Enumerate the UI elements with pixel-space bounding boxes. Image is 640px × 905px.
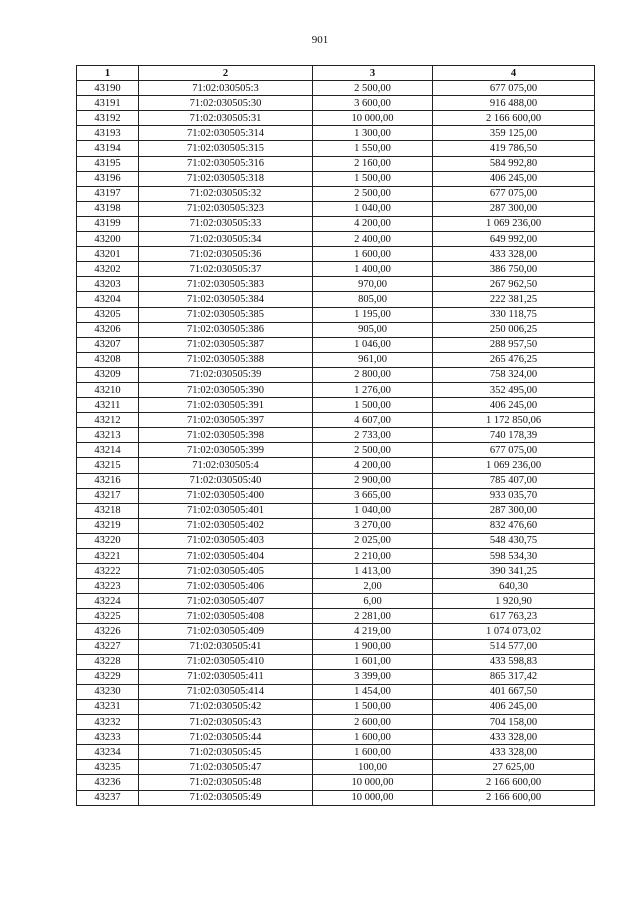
area-cell: 1 600,00 <box>313 730 433 745</box>
row-number-cell: 43220 <box>77 533 139 548</box>
cadastral-number-cell: 71:02:030505:41 <box>139 639 313 654</box>
table-row <box>77 715 595 730</box>
value-cell: 865 317,42 <box>433 669 595 684</box>
row-number-cell: 43235 <box>77 760 139 775</box>
area-cell: 970,00 <box>313 277 433 292</box>
value-cell: 433 328,00 <box>433 745 595 760</box>
table-row <box>77 458 595 473</box>
row-number-cell: 43228 <box>77 654 139 669</box>
row-number-cell: 43229 <box>77 669 139 684</box>
page-number: 901 <box>311 34 329 46</box>
area-cell: 1 300,00 <box>313 126 433 141</box>
row-number-cell: 43214 <box>77 443 139 458</box>
row-number-cell: 43210 <box>77 382 139 397</box>
cadastral-number-cell: 71:02:030505:31 <box>139 111 313 126</box>
table-row <box>77 790 595 805</box>
cadastral-number-cell: 71:02:030505:408 <box>139 609 313 624</box>
table-row <box>77 443 595 458</box>
table-row <box>77 775 595 790</box>
column-header: 2 <box>139 66 313 81</box>
table-row <box>77 654 595 669</box>
value-cell: 1 172 850,06 <box>433 413 595 428</box>
value-cell: 433 328,00 <box>433 730 595 745</box>
row-number-cell: 43205 <box>77 307 139 322</box>
table-row <box>77 533 595 548</box>
cadastral-number-cell: 71:02:030505:314 <box>139 126 313 141</box>
row-number-cell: 43234 <box>77 745 139 760</box>
row-number-cell: 43213 <box>77 428 139 443</box>
cadastral-number-cell: 71:02:030505:30 <box>139 96 313 111</box>
cadastral-number-cell: 71:02:030505:385 <box>139 307 313 322</box>
value-cell: 1 920,90 <box>433 594 595 609</box>
area-cell: 961,00 <box>313 352 433 367</box>
area-cell: 2 500,00 <box>313 81 433 96</box>
table-row <box>77 503 595 518</box>
table-row <box>77 126 595 141</box>
value-cell: 514 577,00 <box>433 639 595 654</box>
value-cell: 785 407,00 <box>433 473 595 488</box>
value-cell: 548 430,75 <box>433 533 595 548</box>
table-row <box>77 96 595 111</box>
area-cell: 1 040,00 <box>313 503 433 518</box>
table-row <box>77 428 595 443</box>
table-row <box>77 684 595 699</box>
cadastral-number-cell: 71:02:030505:391 <box>139 398 313 413</box>
area-cell: 10 000,00 <box>313 790 433 805</box>
area-cell: 100,00 <box>313 760 433 775</box>
table-row <box>77 564 595 579</box>
area-cell: 2 800,00 <box>313 367 433 382</box>
table-row <box>77 624 595 639</box>
area-cell: 2 210,00 <box>313 549 433 564</box>
value-cell: 406 245,00 <box>433 171 595 186</box>
value-cell: 390 341,25 <box>433 564 595 579</box>
table-row <box>77 518 595 533</box>
cadastral-number-cell: 71:02:030505:410 <box>139 654 313 669</box>
table-row <box>77 669 595 684</box>
value-cell: 287 300,00 <box>433 503 595 518</box>
value-cell: 832 476,60 <box>433 518 595 533</box>
cadastral-number-cell: 71:02:030505:404 <box>139 549 313 564</box>
row-number-cell: 43201 <box>77 247 139 262</box>
value-cell: 2 166 600,00 <box>433 775 595 790</box>
cadastral-number-cell: 71:02:030505:318 <box>139 171 313 186</box>
value-cell: 2 166 600,00 <box>433 111 595 126</box>
area-cell: 6,00 <box>313 594 433 609</box>
cadastral-number-cell: 71:02:030505:40 <box>139 473 313 488</box>
value-cell: 27 625,00 <box>433 760 595 775</box>
cadastral-number-cell: 71:02:030505:44 <box>139 730 313 745</box>
cadastral-number-cell: 71:02:030505:390 <box>139 382 313 397</box>
cadastral-number-cell: 71:02:030505:388 <box>139 352 313 367</box>
cadastral-number-cell: 71:02:030505:36 <box>139 247 313 262</box>
area-cell: 3 665,00 <box>313 488 433 503</box>
value-cell: 758 324,00 <box>433 367 595 382</box>
row-number-cell: 43212 <box>77 413 139 428</box>
area-cell: 2 500,00 <box>313 186 433 201</box>
table-row <box>77 549 595 564</box>
area-cell: 1 500,00 <box>313 171 433 186</box>
value-cell: 933 035,70 <box>433 488 595 503</box>
value-cell: 640,30 <box>433 579 595 594</box>
value-cell: 419 786,50 <box>433 141 595 156</box>
area-cell: 4 607,00 <box>313 413 433 428</box>
area-cell: 1 550,00 <box>313 141 433 156</box>
row-number-cell: 43231 <box>77 699 139 714</box>
area-cell: 1 600,00 <box>313 745 433 760</box>
area-cell: 4 219,00 <box>313 624 433 639</box>
area-cell: 2 400,00 <box>313 232 433 247</box>
row-number-cell: 43218 <box>77 503 139 518</box>
cadastral-number-cell: 71:02:030505:34 <box>139 232 313 247</box>
value-cell: 584 992,80 <box>433 156 595 171</box>
value-cell: 359 125,00 <box>433 126 595 141</box>
table-row <box>77 201 595 216</box>
row-number-cell: 43232 <box>77 715 139 730</box>
area-cell: 4 200,00 <box>313 458 433 473</box>
area-cell: 2 025,00 <box>313 533 433 548</box>
area-cell: 1 276,00 <box>313 382 433 397</box>
row-number-cell: 43222 <box>77 564 139 579</box>
table-row <box>77 699 595 714</box>
cadastral-number-cell: 71:02:030505:42 <box>139 699 313 714</box>
table-row <box>77 579 595 594</box>
table-row <box>77 216 595 231</box>
area-cell: 1 900,00 <box>313 639 433 654</box>
area-cell: 905,00 <box>313 322 433 337</box>
column-header: 3 <box>313 66 433 81</box>
row-number-cell: 43208 <box>77 352 139 367</box>
value-cell: 406 245,00 <box>433 398 595 413</box>
table-body <box>77 81 595 806</box>
value-cell: 598 534,30 <box>433 549 595 564</box>
cadastral-number-cell: 71:02:030505:384 <box>139 292 313 307</box>
cadastral-number-cell: 71:02:030505:411 <box>139 669 313 684</box>
value-cell: 433 328,00 <box>433 247 595 262</box>
row-number-cell: 43230 <box>77 684 139 699</box>
value-cell: 267 962,50 <box>433 277 595 292</box>
row-number-cell: 43211 <box>77 398 139 413</box>
area-cell: 1 601,00 <box>313 654 433 669</box>
value-cell: 677 075,00 <box>433 443 595 458</box>
cadastral-number-cell: 71:02:030505:407 <box>139 594 313 609</box>
row-number-cell: 43233 <box>77 730 139 745</box>
table-row <box>77 277 595 292</box>
row-number-cell: 43224 <box>77 594 139 609</box>
value-cell: 401 667,50 <box>433 684 595 699</box>
table-header-row <box>77 66 595 81</box>
data-table <box>76 65 595 806</box>
value-cell: 265 476,25 <box>433 352 595 367</box>
area-cell: 3 399,00 <box>313 669 433 684</box>
area-cell: 1 195,00 <box>313 307 433 322</box>
area-cell: 2 500,00 <box>313 443 433 458</box>
table-row <box>77 156 595 171</box>
cadastral-number-cell: 71:02:030505:43 <box>139 715 313 730</box>
value-cell: 677 075,00 <box>433 186 595 201</box>
cadastral-number-cell: 71:02:030505:3 <box>139 81 313 96</box>
row-number-cell: 43192 <box>77 111 139 126</box>
cadastral-number-cell: 71:02:030505:409 <box>139 624 313 639</box>
row-number-cell: 43203 <box>77 277 139 292</box>
table-row <box>77 352 595 367</box>
row-number-cell: 43197 <box>77 186 139 201</box>
table-row <box>77 292 595 307</box>
area-cell: 1 400,00 <box>313 262 433 277</box>
row-number-cell: 43200 <box>77 232 139 247</box>
area-cell: 1 454,00 <box>313 684 433 699</box>
area-cell: 10 000,00 <box>313 775 433 790</box>
cadastral-number-cell: 71:02:030505:4 <box>139 458 313 473</box>
table-row <box>77 609 595 624</box>
table-row <box>77 337 595 352</box>
value-cell: 677 075,00 <box>433 81 595 96</box>
table-row <box>77 81 595 96</box>
value-cell: 916 488,00 <box>433 96 595 111</box>
area-cell: 2 281,00 <box>313 609 433 624</box>
cadastral-number-cell: 71:02:030505:32 <box>139 186 313 201</box>
table-row <box>77 307 595 322</box>
value-cell: 352 495,00 <box>433 382 595 397</box>
column-header: 1 <box>77 66 139 81</box>
row-number-cell: 43217 <box>77 488 139 503</box>
value-cell: 2 166 600,00 <box>433 790 595 805</box>
value-cell: 287 300,00 <box>433 201 595 216</box>
cadastral-number-cell: 71:02:030505:398 <box>139 428 313 443</box>
row-number-cell: 43202 <box>77 262 139 277</box>
cadastral-number-cell: 71:02:030505:49 <box>139 790 313 805</box>
row-number-cell: 43191 <box>77 96 139 111</box>
value-cell: 617 763,23 <box>433 609 595 624</box>
value-cell: 386 750,00 <box>433 262 595 277</box>
cadastral-number-cell: 71:02:030505:397 <box>139 413 313 428</box>
table-row <box>77 488 595 503</box>
area-cell: 3 600,00 <box>313 96 433 111</box>
value-cell: 704 158,00 <box>433 715 595 730</box>
table-row <box>77 639 595 654</box>
cadastral-number-cell: 71:02:030505:402 <box>139 518 313 533</box>
area-cell: 2 733,00 <box>313 428 433 443</box>
row-number-cell: 43195 <box>77 156 139 171</box>
row-number-cell: 43219 <box>77 518 139 533</box>
area-cell: 1 500,00 <box>313 398 433 413</box>
row-number-cell: 43227 <box>77 639 139 654</box>
table-row <box>77 473 595 488</box>
row-number-cell: 43204 <box>77 292 139 307</box>
cadastral-number-cell: 71:02:030505:406 <box>139 579 313 594</box>
table-row <box>77 232 595 247</box>
cadastral-number-cell: 71:02:030505:47 <box>139 760 313 775</box>
area-cell: 1 500,00 <box>313 699 433 714</box>
value-cell: 330 118,75 <box>433 307 595 322</box>
table-row <box>77 262 595 277</box>
value-cell: 433 598,83 <box>433 654 595 669</box>
value-cell: 649 992,00 <box>433 232 595 247</box>
value-cell: 1 074 073,02 <box>433 624 595 639</box>
table-row <box>77 745 595 760</box>
value-cell: 288 957,50 <box>433 337 595 352</box>
cadastral-number-cell: 71:02:030505:39 <box>139 367 313 382</box>
row-number-cell: 43196 <box>77 171 139 186</box>
table-row <box>77 186 595 201</box>
column-header: 4 <box>433 66 595 81</box>
table-row <box>77 141 595 156</box>
cadastral-number-cell: 71:02:030505:323 <box>139 201 313 216</box>
cadastral-number-cell: 71:02:030505:401 <box>139 503 313 518</box>
row-number-cell: 43226 <box>77 624 139 639</box>
row-number-cell: 43209 <box>77 367 139 382</box>
table-row <box>77 594 595 609</box>
cadastral-number-cell: 71:02:030505:37 <box>139 262 313 277</box>
cadastral-number-cell: 71:02:030505:315 <box>139 141 313 156</box>
area-cell: 2 600,00 <box>313 715 433 730</box>
cadastral-number-cell: 71:02:030505:48 <box>139 775 313 790</box>
area-cell: 2 160,00 <box>313 156 433 171</box>
area-cell: 2 900,00 <box>313 473 433 488</box>
row-number-cell: 43225 <box>77 609 139 624</box>
cadastral-number-cell: 71:02:030505:383 <box>139 277 313 292</box>
area-cell: 4 200,00 <box>313 216 433 231</box>
area-cell: 1 413,00 <box>313 564 433 579</box>
table-row <box>77 171 595 186</box>
area-cell: 805,00 <box>313 292 433 307</box>
area-cell: 10 000,00 <box>313 111 433 126</box>
row-number-cell: 43194 <box>77 141 139 156</box>
table-row <box>77 760 595 775</box>
row-number-cell: 43236 <box>77 775 139 790</box>
row-number-cell: 43237 <box>77 790 139 805</box>
row-number-cell: 43215 <box>77 458 139 473</box>
row-number-cell: 43190 <box>77 81 139 96</box>
table-row <box>77 413 595 428</box>
table-row <box>77 730 595 745</box>
cadastral-number-cell: 71:02:030505:414 <box>139 684 313 699</box>
value-cell: 1 069 236,00 <box>433 458 595 473</box>
area-cell: 1 040,00 <box>313 201 433 216</box>
table-row <box>77 367 595 382</box>
table-row <box>77 382 595 397</box>
row-number-cell: 43221 <box>77 549 139 564</box>
cadastral-number-cell: 71:02:030505:387 <box>139 337 313 352</box>
cadastral-number-cell: 71:02:030505:386 <box>139 322 313 337</box>
area-cell: 2,00 <box>313 579 433 594</box>
row-number-cell: 43223 <box>77 579 139 594</box>
cadastral-number-cell: 71:02:030505:400 <box>139 488 313 503</box>
value-cell: 406 245,00 <box>433 699 595 714</box>
cadastral-number-cell: 71:02:030505:399 <box>139 443 313 458</box>
value-cell: 250 006,25 <box>433 322 595 337</box>
value-cell: 222 381,25 <box>433 292 595 307</box>
cadastral-number-cell: 71:02:030505:403 <box>139 533 313 548</box>
row-number-cell: 43216 <box>77 473 139 488</box>
area-cell: 1 046,00 <box>313 337 433 352</box>
row-number-cell: 43207 <box>77 337 139 352</box>
cadastral-number-cell: 71:02:030505:405 <box>139 564 313 579</box>
area-cell: 3 270,00 <box>313 518 433 533</box>
value-cell: 1 069 236,00 <box>433 216 595 231</box>
table-row <box>77 111 595 126</box>
table-row <box>77 247 595 262</box>
area-cell: 1 600,00 <box>313 247 433 262</box>
row-number-cell: 43198 <box>77 201 139 216</box>
cadastral-number-cell: 71:02:030505:316 <box>139 156 313 171</box>
value-cell: 740 178,39 <box>433 428 595 443</box>
cadastral-number-cell: 71:02:030505:33 <box>139 216 313 231</box>
row-number-cell: 43193 <box>77 126 139 141</box>
table-row <box>77 398 595 413</box>
table-row <box>77 322 595 337</box>
row-number-cell: 43199 <box>77 216 139 231</box>
row-number-cell: 43206 <box>77 322 139 337</box>
cadastral-number-cell: 71:02:030505:45 <box>139 745 313 760</box>
